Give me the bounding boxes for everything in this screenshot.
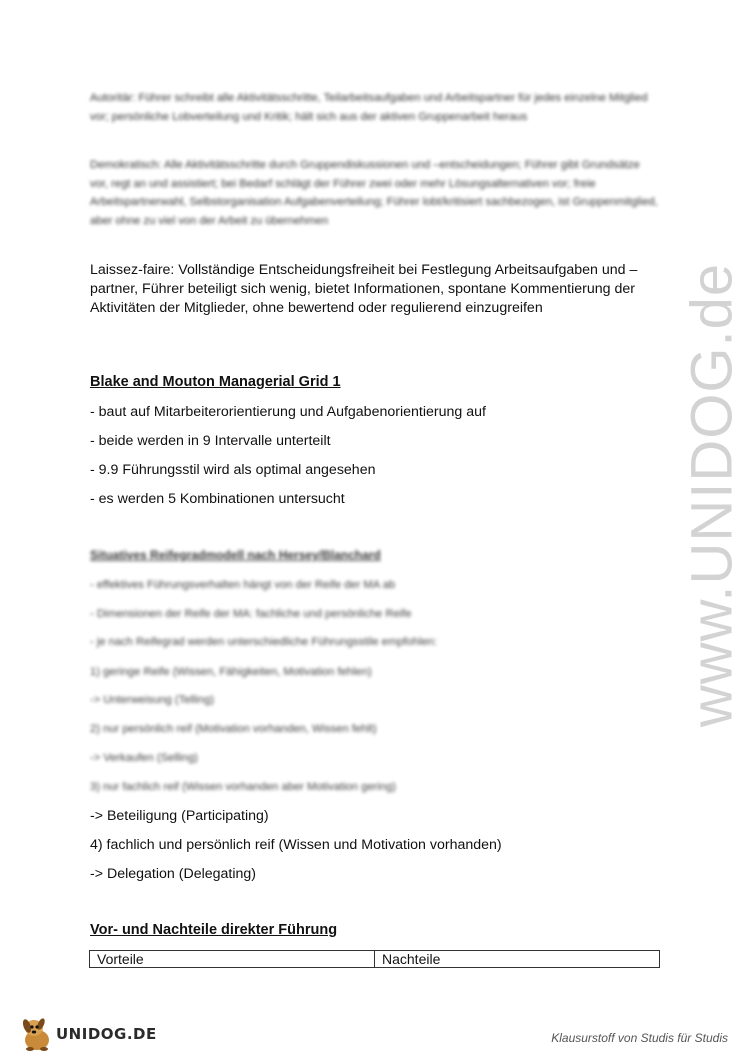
- paragraph-demokratisch: Demokratisch: Alle Aktivitätsschritte durch Gruppendiskussionen und –entscheidungen; Führer gibt Grundsätze vor, regt an und assistiert; bei Bedarf schlägt der Führer zwei oder mehr Lösungsalternativen vor; freie Arbeitspartnerwahl, Selbstorganisation Aufgabenverteilung; Führer lobt/kritisiert sachbezogen, ist Gruppenmitglied, aber ohne zu viel von der Arbeit zu übernehmen: [90, 159, 658, 227]
- reifegrad-item: -> Delegation (Delegating): [90, 866, 257, 882]
- reifegrad-item: - effektives Führungsverhalten hängt von der Reife der MA ab: [90, 579, 396, 591]
- reifegrad-item: -> Beteiligung (Participating): [90, 808, 269, 824]
- reifegrad-item: 2) nur persönlich reif (Motivation vorhanden, Wissen fehlt): [90, 723, 377, 735]
- reifegrad-item: - je nach Reifegrad werden unterschiedliche Führungsstile empfohlen:: [90, 636, 438, 648]
- logo-text: UNIDOG.DE: [56, 1025, 157, 1043]
- heading-vor-nachteile: Vor- und Nachteile direkter Führung: [90, 922, 338, 938]
- reifegrad-item: 4) fachlich und persönlich reif (Wissen und Motivation vorhanden): [90, 837, 502, 853]
- paragraph-autoritaer: Autoritär: Führer schreibt alle Aktivitätsschritte, Teilarbeitsaufgaben und Arbeitspartner für jedes einzelne Mitglied vor; persönliche Lobverteilung und Kritik; hält sich aus der aktiven Gruppenarbeit heraus: [90, 92, 648, 123]
- reifegrad-item: -> Unterweisung (Telling): [90, 694, 215, 706]
- table-header-nachteile: Nachteile: [374, 951, 659, 967]
- unidog-logo[interactable]: [20, 1016, 157, 1052]
- reifegrad-item: -> Verkaufen (Selling): [90, 752, 198, 764]
- grid-item: - 9.9 Führungsstil wird als optimal angesehen: [90, 462, 376, 478]
- reifegrad-item: - Dimensionen der Reife der MA: fachliche und persönliche Reife: [90, 608, 412, 620]
- paragraph-laissez-faire: Laissez-faire: Vollständige Entscheidungsfreiheit bei Festlegung Arbeitsaufgaben und –partner, Führer beteiligt sich wenig, bietet Informationen, spontane Kommentierung der Aktivitäten der Mitglieder, ohne bewertend oder regulierend einzugreifen: [90, 262, 638, 316]
- reifegrad-item: 1) geringe Reife (Wissen, Fähigkeiten, Motivation fehlen): [90, 666, 372, 678]
- heading-managerial-grid: Blake and Mouton Managerial Grid 1: [90, 374, 341, 390]
- watermark: www.UNIDOG.de: [679, 262, 745, 728]
- grid-item: - baut auf Mitarbeiterorientierung und Aufgabenorientierung auf: [90, 404, 486, 420]
- reifegrad-item: 3) nur fachlich reif (Wissen vorhanden aber Motivation gering): [90, 781, 396, 793]
- dog-icon: [20, 1016, 54, 1052]
- grid-item: - es werden 5 Kombinationen untersucht: [90, 491, 345, 507]
- table-header-vorteile: Vorteile: [97, 951, 144, 967]
- heading-reifegradmodell: Situatives Reifegradmodell nach Hersey/Blanchard: [90, 548, 381, 562]
- vor-nachteile-table: [89, 950, 660, 968]
- footer-tagline: Klausurstoff von Studis für Studis: [551, 1031, 728, 1045]
- grid-item: - beide werden in 9 Intervalle unterteilt: [90, 433, 331, 449]
